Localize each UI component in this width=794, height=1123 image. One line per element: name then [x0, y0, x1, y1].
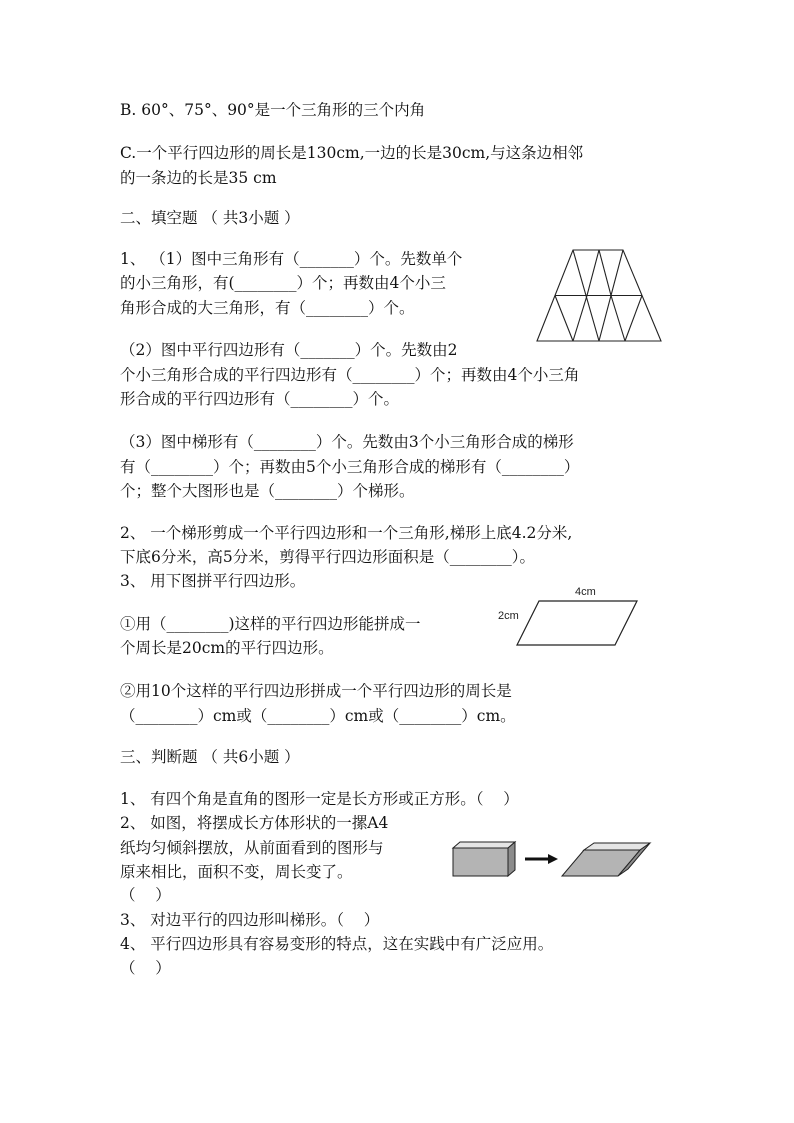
- q2-line2: 下底6分米，高5分米，剪得平行四边形面积是（________）。: [120, 548, 535, 566]
- option-b: B. 60°、75°、90°是一个三角形的三个内角: [120, 101, 426, 119]
- q1-part1-line2: 的小三角形，有(________）个；再数由4个小三: [120, 274, 446, 292]
- slanted-top-face: [584, 843, 650, 850]
- judgment-3: 3、 对边平行的四边形叫梯形。（ ）: [120, 911, 380, 929]
- parallelogram-top-label: 4cm: [575, 586, 596, 598]
- box-right-face: [508, 842, 515, 876]
- option-c-line1: C.一个平行四边形的周长是130cm,一边的长是30cm,与这条边相邻: [120, 144, 584, 162]
- q1-part2-line2: 个小三角形合成的平行四边形有（________）个；再数由4个小三角: [120, 366, 580, 384]
- q1-part2-line1: （2）图中平行四边形有（_______）个。先数由2: [120, 341, 458, 359]
- q1-part1-line1: 1、 （1）图中三角形有（_______）个。先数单个: [120, 250, 463, 268]
- section-judgment-title: 三、判断题 （ 共6小题 ）: [120, 748, 300, 766]
- slanted-front-face: [562, 850, 640, 876]
- box-top-face: [453, 842, 515, 848]
- arrow-head: [548, 854, 558, 864]
- q1-part2-line3: 形合成的平行四边形有（________）个。: [120, 390, 400, 408]
- q1-part1-line3: 角形合成的大三角形，有（________）个。: [120, 299, 415, 317]
- judgment-2-line2: 纸均匀倾斜摆放，从前面看到的图形与: [120, 839, 384, 857]
- q1-part3-line1: （3）图中梯形有（________）个。先数由3个小三角形合成的梯形: [120, 433, 574, 451]
- q1-part3-line3: 个；整个大图形也是（________）个梯形。: [120, 482, 415, 500]
- q3-a-line2: 个周长是20cm的平行四边形。: [120, 639, 334, 657]
- parallelogram-figure: [495, 584, 645, 648]
- q3-a-line1: ①用（________)这样的平行四边形能拼成一: [120, 615, 421, 633]
- judgment-2-line1: 2、 如图，将摆成长方体形状的一摞A4: [120, 814, 389, 832]
- q3-line1: 3、 用下图拼平行四边形。: [120, 572, 306, 590]
- parallelogram-side-label: 2cm: [498, 610, 519, 622]
- judgment-4-line2: （ ）: [120, 959, 171, 977]
- option-c-line2: 的一条边的长是35 cm: [120, 169, 277, 187]
- q3-b-line1: ②用10个这样的平行四边形拼成一个平行四边形的周长是: [120, 682, 512, 700]
- judgment-4-line1: 4、 平行四边形具有容易变形的特点，这在实践中有广泛应用。: [120, 935, 554, 953]
- section-fill-blank-title: 二、填空题 （ 共3小题 ）: [120, 209, 300, 227]
- box-front-face: [453, 848, 508, 876]
- q3-b-line2: （________）cm或（________）cm或（________）cm。: [120, 707, 516, 725]
- q2-line1: 2、 一个梯形剪成一个平行四边形和一个三角形,梯形上底4.2分米,: [120, 524, 573, 542]
- judgment-2-line3: 原来相比，面积不变，周长变了。: [120, 863, 353, 881]
- judgment-2-line4: （ ）: [120, 886, 171, 904]
- triangle-grid-figure: [535, 248, 665, 346]
- q1-part3-line2: 有（________）个；再数由5个小三角形合成的梯形有（________）: [120, 458, 580, 476]
- paper-stack-figure: [450, 838, 670, 882]
- judgment-1: 1、 有四个角是直角的图形一定是长方形或正方形。（ ）: [120, 790, 519, 808]
